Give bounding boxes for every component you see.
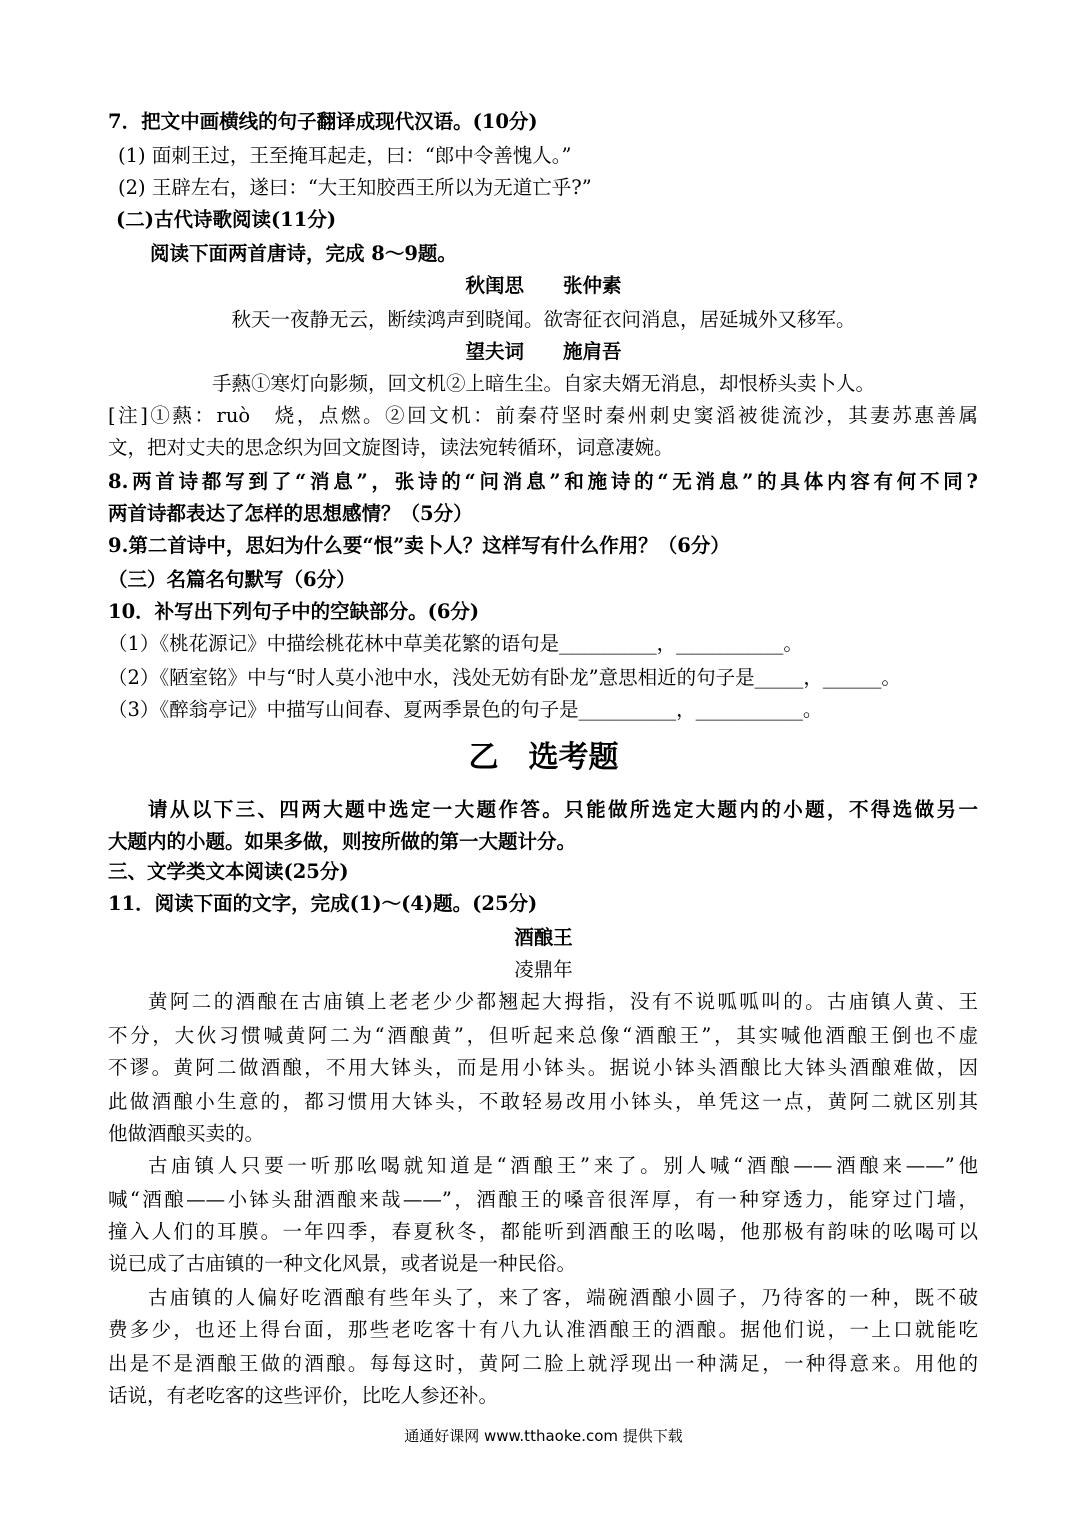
section-3-heading: 三、文学类文本阅读(25分) [108,860,349,883]
q7-item-2: (2) 王辟左右，遂曰：“大王知胶西王所以为无道亡乎?” [118,176,592,199]
story-p2-line-3: 撞入人们的耳膜。一年四季，春夏秋冬，都能听到酒酿王的吆喝，他那极有韵味的吆喝可以 [108,1220,978,1243]
story-p1-line-4: 此做酒酿小生意的，都习惯用大钵头，不敢轻易改用小钵头，单凭这一点，黄阿二就区别其 [108,1090,978,1113]
poem1-text: 秋天一夜静无云，断续鸿声到晓闻。欲寄征衣问消息，居延城外又移军。 [231,308,856,331]
q10-item-1: （1）《桃花源记》中描绘桃花林中草美花繁的语句是__________，___________。 [108,632,803,655]
q8-line-1: 8.两首诗都写到了“消息”，张诗的“问消息”和施诗的“无消息”的具体内容有何不同? [108,470,978,493]
part-b-instruction-line-1: 请从以下三、四两大题中选定一大题作答。只能做所选定大题内的小题，不得选做另一 [148,798,978,821]
q8-line-2: 两首诗都表达了怎样的思想感情？（5分） [108,502,473,525]
q10-item-3: （3）《醉翁亭记》中描写山间春、夏两季景色的句子是__________，___________。 [108,698,823,721]
q11: 11．阅读下面的文字，完成(1)～(4)题。(25分) [108,892,538,915]
story-p3-line-1: 古庙镇的人偏好吃酒酿有些年头了，来了客，端碗酒酿小圆子，乃待客的一种，既不破 [148,1286,978,1309]
poetry-heading: (二)古代诗歌阅读(11分) [116,208,337,231]
story-p1-line-3: 不谬。黄阿二做酒酿，不用大钵头，而是用小钵头。据说小钵头酒酿比大钵头酒酿难做，因 [108,1056,978,1079]
story-title: 酒酿王 [514,926,573,949]
part-b-instruction-line-2: 大题内的小题。如果多做，则按所做的第一大题计分。 [108,830,577,853]
story-p3-line-4: 话说，有老吃客的这些评价，比吃人参还补。 [108,1384,499,1407]
story-p2-line-2: 喊“酒酿——小钵头甜酒酿来哉——”，酒酿王的嗓音很浑厚，有一种穿透力，能穿过门墙， [108,1188,978,1211]
poem-note-line-1: [注]①爇：ruò 烧，点燃。②回文机：前秦苻坚时秦州刺史窦滔被徙流沙，其妻苏惠善属 [108,404,978,427]
recitation-heading: （三）名篇名句默写（6分） [108,568,356,591]
story-p3-line-3: 出是不是酒酿王做的酒酿。每每这时，黄阿二脸上就浮现出一种满足，一种得意来。用他的 [108,1352,978,1375]
poem2-text: 手爇①寒灯向影频，回文机②上暗生尘。自家夫婿无消息，却恨桥头卖卜人。 [211,372,875,395]
q7-title: 7．把文中画横线的句子翻译成现代汉语。(10分) [108,110,538,133]
story-p1-line-5: 他做酒酿买卖的。 [108,1122,265,1145]
story-p2-line-1: 古庙镇人只要一听那吆喝就知道是“酒酿王”来了。别人喊“酒酿——酒酿来——”他 [148,1154,978,1177]
story-p1-line-2: 不分，大伙习惯喊黄阿二为“酒酿黄”，但听起来总像“酒酿王”，其实喊他酒酿王倒也不虚 [108,1024,978,1047]
part-b-title: 乙 选考题 [468,740,619,775]
page-footer: 通通好课网 www.tthaoke.com 提供下载 [404,1427,683,1445]
q7-item-1: (1) 面刺王过，王至掩耳起走，曰：“郎中令善愧人。” [118,144,572,167]
q9: 9.第二首诗中，思妇为什么要“恨”卖卜人？这样写有什么作用？（6分） [108,534,730,557]
story-p2-line-4: 说已成了古庙镇的一种文化风景，或者说是一种民俗。 [108,1252,577,1275]
story-author: 凌鼎年 [514,958,573,981]
poem2-title: 望夫词 施肩吾 [465,340,622,363]
poetry-instruction: 阅读下面两首唐诗，完成 8～9题。 [150,242,457,265]
q10-item-2: （2）《陋室铭》中与“时人莫小池中水，浅处无妨有卧龙”意思相近的句子是_____，______。 [108,666,901,689]
story-p1-line-1: 黄阿二的酒酿在古庙镇上老老少少都翘起大拇指，没有不说呱呱叫的。古庙镇人黄、王 [148,990,978,1013]
q10: 10．补写出下列句子中的空缺部分。(6分) [108,600,480,623]
story-p3-line-2: 费多少，也还上得台面，那些老吃客十有八九认准酒酿王的酒酿。据他们说，一上口就能吃 [108,1318,978,1341]
poem-note-line-2: 文，把对丈夫的思念织为回文旋图诗，读法宛转循环，词意凄婉。 [108,436,674,459]
poem1-title: 秋闺思 张仲素 [465,274,622,297]
